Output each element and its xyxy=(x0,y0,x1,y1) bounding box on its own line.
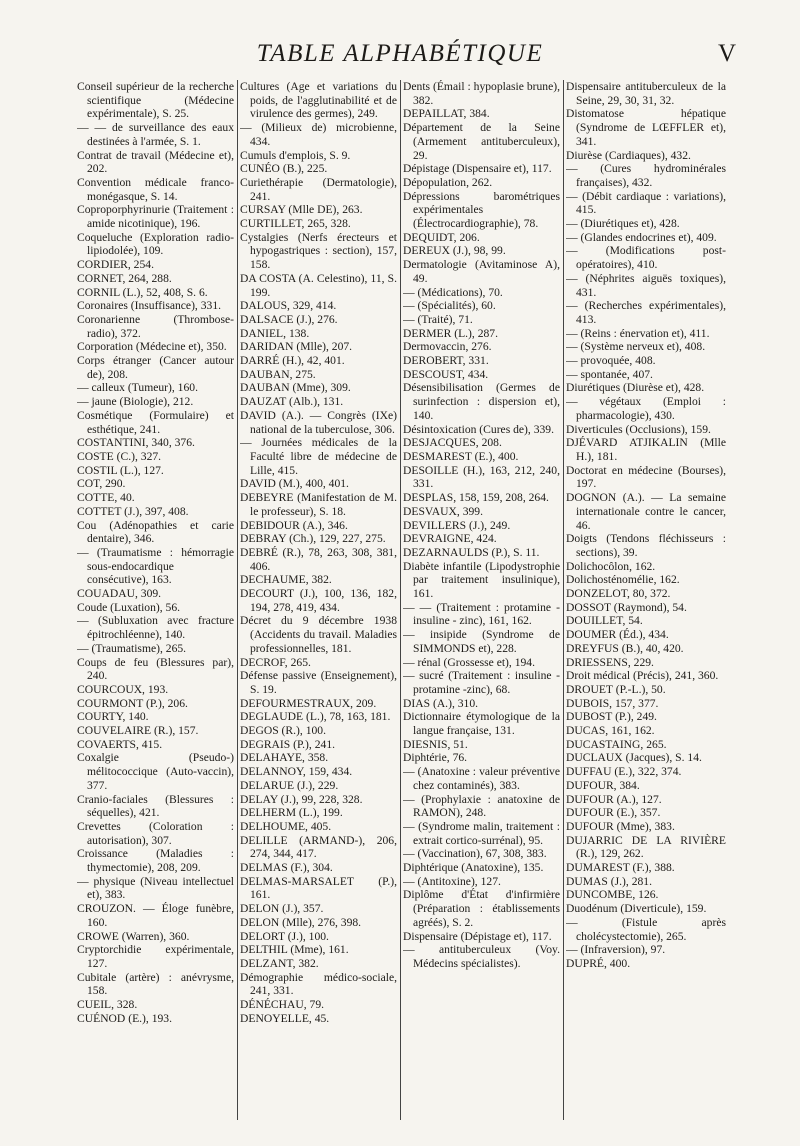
index-entry: DUMAS (J.), 281. xyxy=(566,874,652,888)
index-entry: DEGRAIS (P.), 241. xyxy=(240,737,336,751)
index-entry: — physique (Niveau intellectuel et), 383. xyxy=(77,874,234,902)
index-entry: DEBRÉ (R.), 78, 263, 308, 381, 406. xyxy=(240,545,397,573)
index-entry: — (Antitoxine), 127. xyxy=(403,874,501,888)
index-entry: Dolichocôlon, 162. xyxy=(566,559,656,573)
index-entry: DENOYELLE, 45. xyxy=(240,1011,330,1025)
index-entry: DEGOS (R.), 100. xyxy=(240,724,326,738)
index-entry: Crevettes (Coloration : autorisation), 307. xyxy=(77,819,234,847)
column-rule xyxy=(237,80,238,1120)
index-entry: COT, 290. xyxy=(77,477,126,491)
index-entry: DELARUE (J.), 229. xyxy=(240,778,339,792)
index-entry: DELMAS (F.), 304. xyxy=(240,861,333,875)
column-rule xyxy=(563,80,564,1120)
index-entry: Duodénum (Diverticule), 159. xyxy=(566,902,707,916)
index-entry: DUCASTAING, 265. xyxy=(566,737,667,751)
index-entry: — (Modifications post-opératoires), 410. xyxy=(566,244,726,272)
index-entry: — végétaux (Emploi : pharmacologie), 430. xyxy=(566,395,726,422)
index-entry: DEVILLERS (J.), 249. xyxy=(403,518,511,532)
index-entry: COURCOUX, 193. xyxy=(77,682,169,696)
index-entry: — (Débit cardiaque : variations), 415. xyxy=(566,189,726,217)
index-entry: Doctorat en médecine (Bourses), 197. xyxy=(566,463,726,491)
index-entry: COSTIL (L.), 127. xyxy=(77,463,164,477)
index-entry: DELON (J.), 357. xyxy=(240,902,324,916)
index-entry: DESCOUST, 434. xyxy=(403,367,489,381)
index-entry: Corporation (Médecine et), 350. xyxy=(77,340,227,354)
index-entry: DUBOST (P.), 249. xyxy=(566,710,657,724)
index-entry: DA COSTA (A. Celestino), 11, S. 199. xyxy=(240,271,397,299)
index-entry: — (Traumatisme), 265. xyxy=(77,641,187,655)
index-entry: Diphtérie, 76. xyxy=(403,751,468,765)
index-entry: — (Cures hydrominérales françaises), 432. xyxy=(566,162,726,189)
index-entry: DUFOUR (A.), 127. xyxy=(566,792,662,806)
index-entry: DERMER (L.), 287. xyxy=(403,326,498,340)
index-entry: DAVID (M.), 400, 401. xyxy=(240,477,349,491)
index-entry: DELHERM (L.), 199. xyxy=(240,806,343,820)
index-entry: — (Spécialités), 60. xyxy=(403,299,496,313)
index-entry: Défense passive (Enseignement), S. 19. xyxy=(240,669,397,696)
index-entry: Coxalgie (Pseudo-) mélitococcique (Auto-vaccin), 377. xyxy=(77,751,234,792)
index-entry: — spontanée, 407. xyxy=(566,367,653,381)
index-entry: DELAHAYE, 358. xyxy=(240,751,329,765)
index-entry: Diphtérique (Anatoxine), 135. xyxy=(403,861,544,875)
index-entry: DOSSOT (Raymond), 54. xyxy=(566,600,687,614)
index-entry: Cumuls d'emplois, S. 9. xyxy=(240,148,351,162)
index-entry: Dents (Émail : hypoplasie brune), 382. xyxy=(403,80,560,107)
index-entry: — jaune (Biologie), 212. xyxy=(77,395,194,409)
index-entry: DEGLAUDE (L.), 78, 163, 181. xyxy=(240,710,391,724)
index-entry: DECROF, 265. xyxy=(240,655,311,669)
index-entry: Dispensaire antituberculeux de la Seine, 29, 30, 31, 32. xyxy=(566,80,726,107)
index-entry: DUNCOMBE, 126. xyxy=(566,888,659,902)
index-entry: DELHOUME, 405. xyxy=(240,819,332,833)
index-entry: DELZANT, 382. xyxy=(240,957,319,970)
index-entry: DEQUIDT, 206. xyxy=(403,230,480,244)
index-entry: DARIDAN (Mlle), 207. xyxy=(240,340,353,354)
index-entry: Dépopulation, 262. xyxy=(403,175,493,189)
index-entry: Doigts (Tendons fléchisseurs : sections), 39. xyxy=(566,532,726,559)
index-entry: CORDIER, 254. xyxy=(77,258,154,272)
index-entry: DESMAREST (E.), 400. xyxy=(403,449,519,463)
index-entry: DEPAILLAT, 384. xyxy=(403,107,490,121)
index-entry: Cultures (Age et variations du poids, de l'agglutinabilité et de virulence des germes), 249. xyxy=(240,80,397,121)
index-entry: COUVELAIRE (R.), 157. xyxy=(77,724,199,738)
index-entry: COURMONT (P.), 206. xyxy=(77,696,188,710)
index-entry: DÉNÉCHAU, 79. xyxy=(240,998,325,1012)
index-entry: CORNIL (L.), 52, 408, S. 6. xyxy=(77,285,208,299)
index-column-4 xyxy=(566,80,726,1120)
index-entry: Coude (Luxation), 56. xyxy=(77,600,181,614)
index-entry: — (Glandes endocrines et), 409. xyxy=(566,230,717,244)
index-entry: — (Néphrites aiguës toxiques), 431. xyxy=(566,271,726,299)
index-entry: DEZARNAULDS (P.), S. 11. xyxy=(403,545,540,559)
index-entry: DUBOIS, 157, 377. xyxy=(566,696,659,710)
index-entry: DEROBERT, 331. xyxy=(403,354,489,368)
index-entry: Cranio-faciales (Blessures : séquelles), 421. xyxy=(77,792,234,820)
index-entry: — — de surveillance des eaux destinées à l'armée, S. 1. xyxy=(77,121,234,148)
index-entry: — (Milieux de) microbienne, 434. xyxy=(240,121,397,148)
index-entry: — Journées médicales de la Faculté libre de médecine de Lille, 415. xyxy=(240,436,397,477)
index-entry: Département de la Seine (Armement antituberculeux), 29. xyxy=(403,121,560,162)
page-number: V xyxy=(717,40,736,67)
index-entry: DUJARRIC DE LA RIVIÈRE (R.), 129, 262. xyxy=(566,833,726,861)
index-entry: DANIEL, 138. xyxy=(240,326,310,340)
index-entry: COUADAU, 309. xyxy=(77,587,162,601)
index-entry: DELTHIL (Mme), 161. xyxy=(240,943,349,957)
index-entry: Contrat de travail (Médecine et), 202. xyxy=(77,148,234,176)
index-entry: — (Syndrome malin, traitement : extrait cortico-surrénal), 95. xyxy=(403,819,560,847)
index-entry: Désensibilisation (Germes de surinfection : dispersion et), 140. xyxy=(403,381,560,422)
index-entry: — (Diurétiques et), 428. xyxy=(566,217,680,231)
index-entry: CURTILLET, 265, 328. xyxy=(240,217,351,231)
index-entry: Coronaires (Insuffisance), 331. xyxy=(77,299,222,313)
index-entry: Convention médicale franco-monégasque, S. 14. xyxy=(77,175,234,203)
index-entry: DUFOUR (Mme), 383. xyxy=(566,819,675,833)
index-entry: Distomatose hépatique (Syndrome de LŒFFLER et), 341. xyxy=(566,107,726,148)
index-entry: Cosmétique (Formulaire) et esthétique, 241. xyxy=(77,408,234,436)
index-entry: DEFOURMESTRAUX, 209. xyxy=(240,696,377,710)
index-entry: DAUBAN, 275. xyxy=(240,367,316,381)
index-entry: DOGNON (A.). — La semaine internationale contre le cancer, 46. xyxy=(566,491,726,532)
index-columns xyxy=(77,80,757,1130)
index-entry: Cubitale (artère) : anévrysme, 158. xyxy=(77,970,234,998)
index-entry: DIESNIS, 51. xyxy=(403,737,468,751)
index-entry: DUMAREST (F.), 388. xyxy=(566,861,675,875)
index-entry: Coronarienne (Thrombose-radio), 372. xyxy=(77,312,234,340)
index-entry: — (Infraversion), 97. xyxy=(566,943,666,957)
index-entry: — (Subluxation avec fracture épitrochléenne), 140. xyxy=(77,614,234,642)
index-entry: DJÉVARD ATJIKALIN (Mlle H.), 181. xyxy=(566,436,726,463)
index-entry: DIAS (A.), 310. xyxy=(403,696,479,710)
page-header xyxy=(0,36,800,76)
index-entry: DEBIDOUR (A.), 346. xyxy=(240,518,348,532)
index-entry: COTTET (J.), 397, 408. xyxy=(77,504,189,518)
index-entry: Diurétiques (Diurèse et), 428. xyxy=(566,381,705,395)
index-entry: DECOURT (J.), 100, 136, 182, 194, 278, 419, 434. xyxy=(240,587,397,614)
index-entry: Désintoxication (Cures de), 339. xyxy=(403,422,555,436)
index-entry: Coproporphyrinurie (Traitement : amide nicotinique), 196. xyxy=(77,203,234,231)
index-entry: Diplôme d'État d'infirmière (Préparation : établissements agréés), S. 2. xyxy=(403,888,560,929)
index-entry: DELAY (J.), 99, 228, 328. xyxy=(240,792,363,806)
index-entry: — (Système nerveux et), 408. xyxy=(566,340,706,354)
index-entry: DECHAUME, 382. xyxy=(240,573,332,587)
index-entry: CORNET, 264, 288. xyxy=(77,271,172,285)
index-entry: DELILLE (ARMAND-), 206, 274, 344, 417. xyxy=(240,833,397,861)
index-entry: Diurèse (Cardiaques), 432. xyxy=(566,148,691,162)
index-entry: DESJACQUES, 208. xyxy=(403,436,502,450)
index-entry: DUFOUR, 384. xyxy=(566,778,640,792)
index-entry: Dermovaccin, 276. xyxy=(403,340,492,354)
index-column-2 xyxy=(240,80,397,1120)
index-entry: — (Reins : énervation et), 411. xyxy=(566,326,710,340)
index-entry: — rénal (Grossesse et), 194. xyxy=(403,655,536,669)
index-entry: DROUET (P.-L.), 50. xyxy=(566,682,666,696)
index-entry: CUEIL, 328. xyxy=(77,998,138,1012)
index-entry: Décret du 9 décembre 1938 (Accidents du travail. Maladies professionnelles, 181. xyxy=(240,614,397,655)
index-entry: DALOUS, 329, 414. xyxy=(240,299,337,313)
index-entry: Dépistage (Dispensaire et), 117. xyxy=(403,162,552,176)
index-entry: DOUILLET, 54. xyxy=(566,614,643,628)
index-entry: DREYFUS (B.), 40, 420. xyxy=(566,641,684,655)
index-entry: Cystalgies (Nerfs érecteurs et hypogastriques : section), 157, 158. xyxy=(240,230,397,272)
column-rule xyxy=(400,80,401,1120)
index-entry: COVAERTS, 415. xyxy=(77,737,163,751)
index-entry: DEREUX (J.), 98, 99. xyxy=(403,244,506,258)
index-entry: DUFOUR (E.), 357. xyxy=(566,806,661,820)
index-entry: DELMAS-MARSALET (P.), 161. xyxy=(240,874,397,902)
index-entry: DAUZAT (Alb.), 131. xyxy=(240,395,344,409)
index-entry: DUCLAUX (Jacques), S. 14. xyxy=(566,751,702,765)
index-entry: DOUMER (Éd.), 434. xyxy=(566,628,669,642)
index-entry: COURTY, 140. xyxy=(77,710,149,724)
index-entry: Corps étranger (Cancer autour de), 208. xyxy=(77,354,234,381)
index-entry: Dépressions barométriques expérimentales (Électrocardiographie), 78. xyxy=(403,189,560,231)
index-entry: Démographie médico-sociale, 241, 331. xyxy=(240,970,397,998)
index-entry: DARRÉ (H.), 42, 401. xyxy=(240,354,345,368)
index-entry: COSTE (C.), 327. xyxy=(77,449,162,463)
index-entry: — provoquée, 408. xyxy=(566,354,656,368)
index-entry: COSTANTINI, 340, 376. xyxy=(77,436,195,450)
index-entry: DRIESSENS, 229. xyxy=(566,655,654,669)
index-entry: Cou (Adénopathies et carie dentaire), 346. xyxy=(77,518,234,546)
index-entry: — antituberculeux (Voy. Médecins spécialistes). xyxy=(403,943,560,970)
index-entry: — (Anatoxine : valeur préventive chez contaminés), 383. xyxy=(403,765,560,792)
index-entry: Coups de feu (Blessures par), 240. xyxy=(77,655,234,683)
index-entry: DAVID (A.). — Congrès (IXe) national de la tuberculose, 306. xyxy=(240,408,397,436)
index-entry: — (Prophylaxie : anatoxine de RAMON), 248. xyxy=(403,792,560,820)
index-entry: Curiethérapie (Dermatologie), 241. xyxy=(240,175,397,203)
index-entry: CURSAY (Mlle DE), 263. xyxy=(240,203,363,217)
index-entry: — (Recherches expérimentales), 413. xyxy=(566,299,726,326)
index-entry: Diverticules (Occlusions), 159. xyxy=(566,422,711,436)
index-column-1 xyxy=(77,80,234,1120)
index-entry: DESVAUX, 399. xyxy=(403,504,483,518)
page-title: TABLE ALPHABÉTIQUE xyxy=(256,40,544,67)
index-entry: CROUZON. — Éloge funèbre, 160. xyxy=(77,902,234,929)
index-entry: — insipide (Syndrome de SIMMONDS et), 228. xyxy=(403,628,560,655)
index-entry: DEBRAY (Ch.), 129, 227, 275. xyxy=(240,532,386,546)
index-entry: Dispensaire (Dépistage et), 117. xyxy=(403,929,552,943)
index-entry: CROWE (Warren), 360. xyxy=(77,929,190,943)
index-entry: DELON (Mlle), 276, 398. xyxy=(240,915,362,929)
index-entry: DUPRÉ, 400. xyxy=(566,957,631,970)
index-entry: CUÉNOD (E.), 193. xyxy=(77,1011,172,1025)
index-entry: Dolichosténomélie, 162. xyxy=(566,573,680,587)
index-entry: COTTE, 40. xyxy=(77,491,135,505)
index-entry: Dictionnaire étymologique de la langue française, 131. xyxy=(403,710,560,738)
index-entry: DELANNOY, 159, 434. xyxy=(240,765,353,779)
index-entry: Conseil supérieur de la recherche scientifique (Médecine expérimentale), S. 25. xyxy=(77,80,234,121)
index-entry: DUCAS, 161, 162. xyxy=(566,724,655,738)
index-entry: DEBEYRE (Manifestation de M. le professeur), S. 18. xyxy=(240,491,397,518)
index-entry: DEVRAIGNE, 424. xyxy=(403,532,497,546)
index-entry: DESPLAS, 158, 159, 208, 264. xyxy=(403,491,549,505)
index-entry: — (Fistule après cholécystectomie), 265. xyxy=(566,915,726,943)
index-entry: CUNÉO (B.), 225. xyxy=(240,162,328,176)
index-entry: DONZELOT, 80, 372. xyxy=(566,587,671,601)
index-entry: — (Traité), 71. xyxy=(403,312,473,326)
index-entry: DALSACE (J.), 276. xyxy=(240,312,338,326)
index-entry: Croissance (Maladies : thymectomie), 208, 209. xyxy=(77,847,234,875)
index-column-3 xyxy=(403,80,560,1120)
index-entry: Droit médical (Précis), 241, 360. xyxy=(566,669,719,683)
index-entry: — calleux (Tumeur), 160. xyxy=(77,381,198,395)
index-entry: Dermatologie (Avitaminose A), 49. xyxy=(403,258,560,285)
index-entry: Coqueluche (Exploration radio-lipiodolée), 109. xyxy=(77,230,234,258)
index-entry: Diabète infantile (Lipodystrophie par traitement insulinique), 161. xyxy=(403,559,560,601)
index-entry: — (Vaccination), 67, 308, 383. xyxy=(403,847,547,861)
index-entry: DAUBAN (Mme), 309. xyxy=(240,381,351,395)
index-entry: — (Traumatisme : hémorragie sous-endocardique consécutive), 163. xyxy=(77,545,234,587)
index-entry: — — (Traitement : protamine - insuline - zinc), 161, 162. xyxy=(403,600,560,628)
index-entry: DELORT (J.), 100. xyxy=(240,929,329,943)
index-entry: — (Médications), 70. xyxy=(403,285,503,299)
index-entry: — sucré (Traitement : insuline -protamine -zinc), 68. xyxy=(403,669,560,696)
index-entry: DESOILLE (H.), 163, 212, 240, 331. xyxy=(403,463,560,491)
index-entry: Cryptorchidie expérimentale, 127. xyxy=(77,943,234,970)
index-entry: DUFFAU (E.), 322, 374. xyxy=(566,765,682,779)
